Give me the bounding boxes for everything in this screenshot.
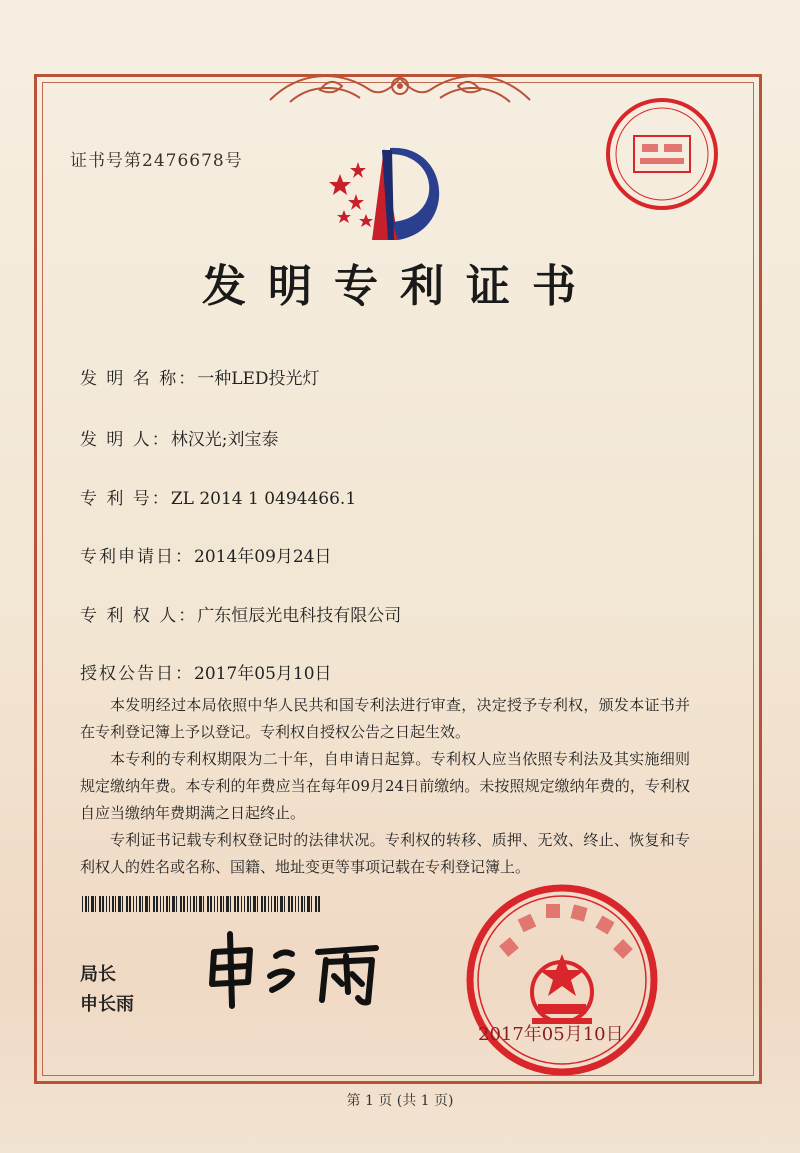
top-ornament — [260, 60, 540, 112]
seal-date: 2017年05月10日 — [478, 1024, 624, 1045]
field-label: 发 明 人： — [80, 430, 171, 450]
field-patent-number — [80, 484, 356, 509]
field-value: 一种LED投光灯 — [197, 369, 320, 389]
field-value: ZL 2014 1 0494466.1 — [170, 489, 357, 509]
body-paragraph: 本专利的专利权期限为二十年，自申请日起算。专利权人应当依照专利法及其实施细则规定缴纳年费。本专利的年费应当在每年09月24日前缴纳。未按照规定缴纳年费的，专利权自应当缴纳年费期满之日起终止。 — [80, 750, 690, 822]
certificate-title: 发明专利证书 — [202, 261, 598, 312]
barcode — [82, 896, 322, 912]
field-label: 专 利 号： — [80, 489, 171, 509]
field-value: 林汉光;刘宝泰 — [170, 430, 279, 450]
field-inventor — [80, 425, 279, 450]
tax-seal — [604, 96, 720, 212]
field-invention-name — [80, 364, 320, 389]
body-paragraph: 专利证书记载专利权登记时的法律状况。专利权的转移、质押、无效、终止、恢复和专利权人的姓名或名称、国籍、地址变更等事项记载在专利登记簿上。 — [80, 831, 690, 876]
field-grant-date — [80, 659, 332, 684]
certificate-body — [80, 692, 690, 881]
national-seal — [462, 880, 662, 1080]
field-label: 专 利 权 人： — [80, 606, 198, 626]
field-patentee — [80, 601, 401, 626]
field-value: 2017年05月10日 — [194, 664, 332, 684]
field-value: 广东恒辰光电科技有限公司 — [197, 606, 402, 626]
field-label: 授权公告日： — [80, 664, 194, 684]
certificate-number: 证书号第2476678号 — [70, 151, 243, 171]
cnipa-logo — [322, 144, 452, 244]
field-application-date — [80, 542, 332, 567]
page-number: 第 1 页 (共 1 页) — [346, 1093, 454, 1109]
field-label: 发 明 名 称： — [80, 369, 198, 389]
field-label: 专利申请日： — [80, 547, 194, 567]
director-name: 申长雨 — [80, 994, 134, 1015]
director-signature — [200, 930, 390, 1010]
body-paragraph: 本发明经过本局依照中华人民共和国专利法进行审查，决定授予专利权，颁发本证书并在专利登记簿上予以登记。专利权自授权公告之日起生效。 — [80, 696, 690, 741]
field-value: 2014年09月24日 — [194, 547, 332, 567]
director-title: 局长 — [80, 964, 116, 985]
